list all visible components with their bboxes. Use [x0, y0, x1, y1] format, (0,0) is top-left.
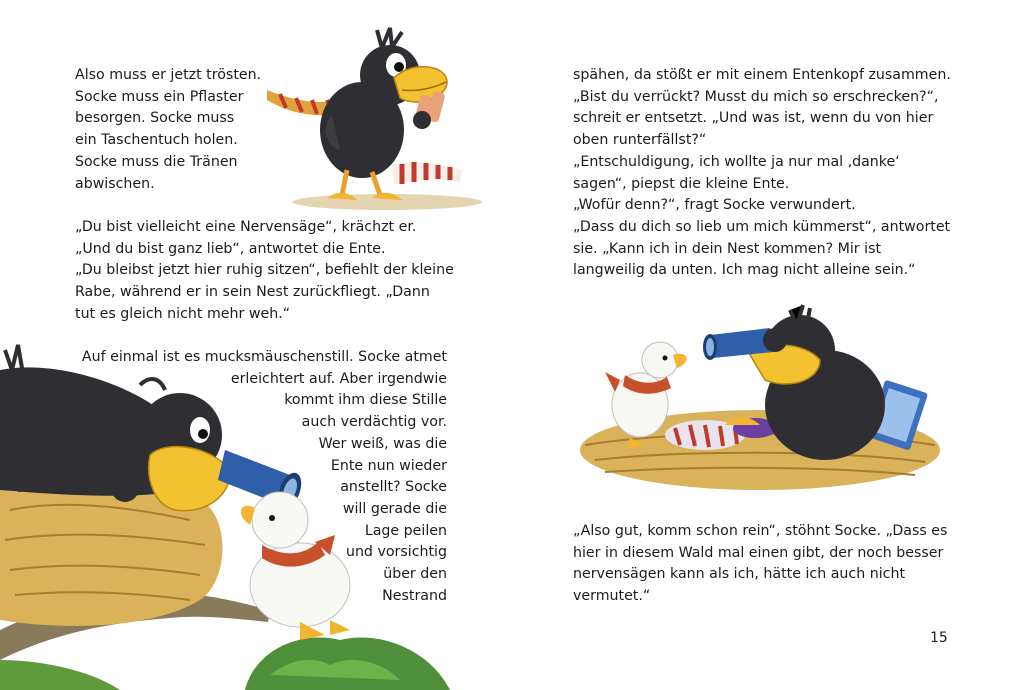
text-line: besorgen. Socke muss — [75, 110, 235, 127]
text-line: „Bist du verrückt? Musst du mich so erschrecken?“, — [573, 88, 939, 105]
text-line: kommt ihm diese Stille — [284, 392, 447, 409]
text-line: tut es gleich nicht mehr weh.“ — [75, 305, 291, 322]
text-line: sagen“, piepst die kleine Ente. — [573, 175, 790, 192]
raven-duck-in-nest-illustration — [575, 300, 945, 500]
text-line: Wer weiß, was die — [318, 435, 447, 452]
right-para-bottom — [573, 521, 947, 608]
text-line: Socke muss ein Pflaster — [75, 88, 244, 105]
text-line: Rabe, während er in sein Nest zurückfliegt. „Dann — [75, 284, 430, 301]
text-line: und vorsichtig — [345, 544, 447, 561]
text-line: sie. „Kann ich in dein Nest kommen? Mir ist — [573, 240, 882, 257]
text-line: oben runterfällst?“ — [573, 132, 707, 149]
left-para-top — [75, 65, 261, 195]
text-line: Ente nun wieder — [330, 457, 447, 474]
text-line: schreit er entsetzt. „Und was ist, wenn du von hier — [573, 110, 934, 127]
text-line: spähen, da stößt er mit einem Entenkopf zusammen. — [573, 67, 951, 83]
text-line: Nestrand — [382, 587, 447, 604]
text-line: Auf einmal ist es mucksmäuschenstill. Socke atmet — [81, 349, 447, 365]
text-line: auch verdächtig vor. — [301, 414, 447, 431]
text-line: „Du bist vielleicht eine Nervensäge“, krächzt er. — [75, 219, 417, 235]
text-line: anstellt? Socke — [340, 479, 447, 496]
text-line: nervensägen kann als ich, hätte ich auch nicht — [573, 566, 906, 583]
text-line: „Du bleibst jetzt hier ruhig sitzen“, befiehlt der kleine — [75, 262, 454, 279]
text-line: will gerade die — [342, 500, 447, 517]
text-line: erleichtert auf. Aber irgendwie — [230, 370, 447, 387]
text-line: „Also gut, komm schon rein“, stöhnt Socke. „Dass es — [573, 523, 948, 539]
page-number: 15 — [930, 630, 948, 646]
text-line: Lage peilen — [364, 522, 447, 539]
text-line: „Entschuldigung, ich wollte ja nur mal ‚danke‘ — [573, 153, 900, 170]
left-para-bottom — [75, 347, 447, 607]
right-para-top — [573, 65, 951, 282]
left-para-middle — [75, 217, 454, 326]
text-line: langweilig da unten. Ich mag nicht alleine sein.“ — [573, 262, 916, 279]
text-line: Socke muss die Tränen — [75, 153, 238, 170]
text-line: „Wofür denn?“, fragt Socke verwundert. — [573, 197, 856, 214]
text-line: „Dass du dich so lieb um mich kümmerst“, antwortet — [573, 218, 951, 235]
raven-walking-illustration — [262, 20, 487, 215]
text-line: ein Taschentuch holen. — [75, 132, 238, 149]
text-line: über den — [383, 566, 447, 583]
text-line: vermutet.“ — [573, 588, 651, 605]
text-line: abwischen. — [75, 175, 155, 192]
text-line: hier in diesem Wald mal einen gibt, der noch besser — [573, 544, 944, 561]
text-line: „Und du bist ganz lieb“, antwortet die Ente. — [75, 240, 386, 257]
text-line: Also muss er jetzt trösten. — [75, 67, 262, 83]
